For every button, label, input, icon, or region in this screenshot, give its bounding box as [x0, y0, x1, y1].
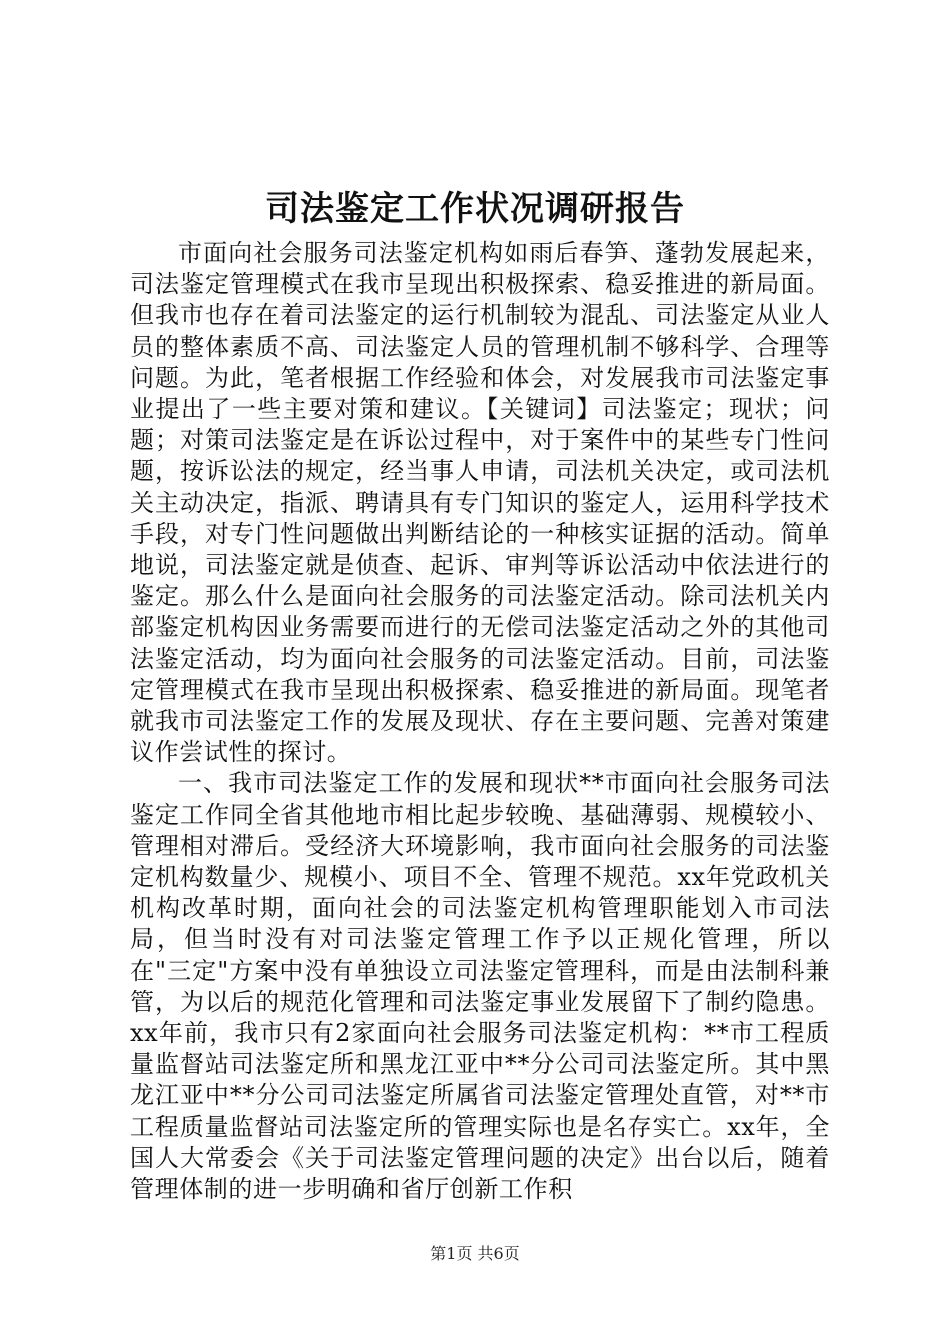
- paragraph-intro: 市面向社会服务司法鉴定机构如雨后春笋、蓬勃发展起来，司法鉴定管理模式在我市呈现出积极探索、稳妥推进的新局面。但我市也存在着司法鉴定的运行机制较为混乱、司法鉴定从业人员的整体素质不高、司法鉴定人员的管理机制不够科学、合理等问题。为此，笔者根据工作经验和体会，对发展我市司法鉴定事业提出了一些主要对策和建议。【关键词】司法鉴定；现状；问题；对策司法鉴定是在诉讼过程中，对于案件中的某些专门性问题，按诉讼法的规定，经当事人申请，司法机关决定，或司法机关主动决定，指派、聘请具有专门知识的鉴定人，运用科学技术手段，对专门性问题做出判断结论的一种核实证据的活动。简单地说，司法鉴定就是侦查、起诉、审判等诉讼活动中依法进行的鉴定。那么什么是面向社会服务的司法鉴定活动。除司法机关内部鉴定机构因业务需要而进行的无偿司法鉴定活动之外的其他司法鉴定活动，均为面向社会服务的司法鉴定活动。目前，司法鉴定管理模式在我市呈现出积极探索、稳妥推进的新局面。现笔者就我市司法鉴定工作的发展及现状、存在主要问题、完善对策建议作尝试性的探讨。: [130, 239, 830, 767]
- paragraph-section-one: 一、我市司法鉴定工作的发展和现状**市面向社会服务司法鉴定工作同全省其他地市相比起步较晚、基础薄弱、规模较小、管理相对滞后。受经济大环境影响，我市面向社会服务的司法鉴定机构数量少、规模小、项目不全、管理不规范。xx年党政机关机构改革时期，面向社会的司法鉴定机构管理职能划入市司法局，但当时没有对司法鉴定管理工作予以正规化管理，所以在"三定"方案中没有单独设立司法鉴定管理科，而是由法制科兼管，为以后的规范化管理和司法鉴定事业发展留下了制约隐患。xx年前，我市只有2家面向社会服务司法鉴定机构：**市工程质量监督站司法鉴定所和黑龙江亚中**分公司司法鉴定所。其中黑龙江亚中**分公司司法鉴定所属省司法鉴定管理处直管，对**市工程质量监督站司法鉴定所的管理实际也是名存实亡。xx年，全国人大常委会《关于司法鉴定管理问题的决定》出台以后，随着管理体制的进一步明确和省厅创新工作积: [130, 769, 830, 1204]
- document-body: [130, 238, 830, 1205]
- page-number-footer: 第1页 共6页: [430, 1244, 520, 1263]
- document-title: 司法鉴定工作状况调研报告: [265, 189, 685, 229]
